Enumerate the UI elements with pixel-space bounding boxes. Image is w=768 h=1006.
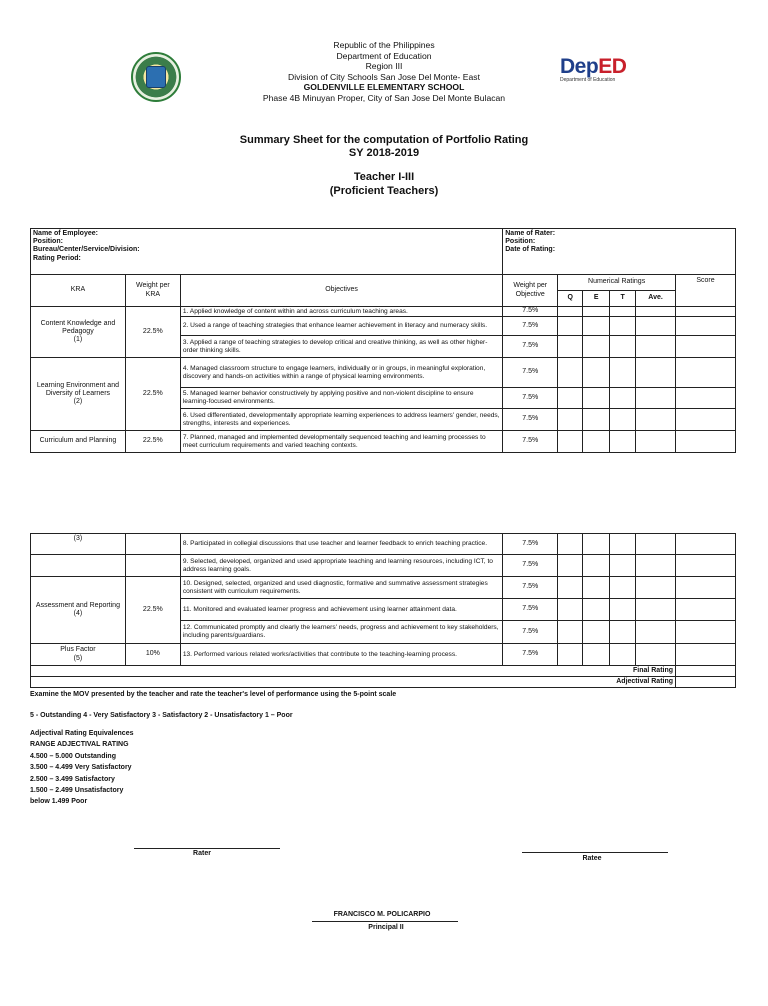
rating-ave[interactable] xyxy=(636,317,676,336)
name-of-rater-label: Name of Rater: xyxy=(505,230,556,237)
rating-t[interactable] xyxy=(610,388,636,409)
kra-name: Assessment and Reporting xyxy=(35,601,120,609)
rater-signature-line xyxy=(134,848,280,849)
objective-weight: 7.5% xyxy=(503,307,558,317)
deped-logo-text-1: Dep xyxy=(560,55,599,78)
rating-ave[interactable] xyxy=(636,621,676,644)
objective-weight: 7.5% xyxy=(503,388,558,409)
range-item: 1.500 – 2.499 Unsatisfactory xyxy=(30,787,124,795)
weight-kra-header: Weight per KRA xyxy=(125,275,180,307)
rating-ave[interactable] xyxy=(636,577,676,599)
deped-logo xyxy=(560,55,627,94)
numerical-ratings-header: Numerical Ratings xyxy=(558,275,676,291)
ratee-label: Ratee xyxy=(582,855,602,862)
final-rating-value[interactable] xyxy=(676,666,736,677)
kra-name: Content Knowledge and Pedagogy xyxy=(40,319,116,335)
rating-e[interactable] xyxy=(583,644,610,666)
objective-text: 8. Participated in collegial discussions that use teacher and learner feedback to enrich teaching practice. xyxy=(180,534,503,555)
objective-text: 10. Designed, selected, organized and used diagnostic, formative and summative assessment strategies consistent with curriculum requirements. xyxy=(180,577,503,599)
objective-weight: 7.5% xyxy=(503,555,558,577)
score-cell[interactable] xyxy=(676,555,736,577)
range-item: below 1.499 Poor xyxy=(30,798,88,806)
kra-name: Plus Factor xyxy=(60,646,96,654)
objective-text: 9. Selected, developed, organized and used appropriate teaching and learning resources, including ICT, to address learning goals. xyxy=(180,555,503,577)
rating-e[interactable] xyxy=(583,555,610,577)
letterhead xyxy=(230,40,538,104)
kra-cell xyxy=(31,358,126,431)
score-cell[interactable] xyxy=(676,358,736,388)
rating-e[interactable] xyxy=(583,307,610,317)
objective-text: 2. Used a range of teaching strategies that enhance learner achievement in literacy and numeracy skills. xyxy=(180,317,502,336)
t-header: T xyxy=(610,291,636,307)
rater-position-label: Position: xyxy=(505,238,536,246)
position-label: Position: xyxy=(33,238,63,246)
objective-text: 6. Used differentiated, developmentally appropriate learning experiences to address learners' gender, needs, strengths, interests and experiences. xyxy=(180,409,502,431)
kra-cell: Curriculum and Planning xyxy=(31,431,126,453)
objective-text: 5. Managed learner behavior constructively by applying positive and non-violent discipline to ensure learning-focused environments. xyxy=(180,388,502,409)
kra-weight xyxy=(125,555,180,577)
rating-q[interactable] xyxy=(558,336,583,358)
kra-cell xyxy=(31,577,126,644)
objectives-header: Objectives xyxy=(180,275,502,307)
objective-text: 11. Monitored and evaluated learner progress and achievement using learner attainment data. xyxy=(180,599,503,621)
rating-q[interactable] xyxy=(558,599,583,621)
equivalences-block xyxy=(30,728,133,808)
range-header: RANGE ADJECTIVAL RATING xyxy=(30,741,129,749)
final-rating-label: Final Rating xyxy=(31,666,676,677)
rating-ave[interactable] xyxy=(636,336,676,358)
rating-q[interactable] xyxy=(558,534,583,555)
rating-e[interactable] xyxy=(583,317,610,336)
rating-ave[interactable] xyxy=(636,409,676,431)
score-cell[interactable] xyxy=(676,388,736,409)
rating-table-1 xyxy=(30,228,736,453)
rating-ave[interactable] xyxy=(636,599,676,621)
score-cell[interactable] xyxy=(676,577,736,599)
rating-t[interactable] xyxy=(610,358,636,388)
range-item: 3.500 – 4.499 Very Satisfactory xyxy=(30,764,132,772)
score-cell[interactable] xyxy=(676,431,736,453)
score-header: Score xyxy=(676,275,736,307)
name-of-employee-label: Name of Employee: xyxy=(33,230,98,237)
rating-q[interactable] xyxy=(558,577,583,599)
e-header: E xyxy=(583,291,610,307)
rating-e[interactable] xyxy=(583,409,610,431)
objective-weight: 7.5% xyxy=(503,358,558,388)
objective-weight: 7.5% xyxy=(503,317,558,336)
rating-t[interactable] xyxy=(610,317,636,336)
score-cell[interactable] xyxy=(676,534,736,555)
date-of-rating-label: Date of Rating: xyxy=(505,246,556,254)
q-header: Q xyxy=(558,291,583,307)
kra-cell: (3) xyxy=(31,534,126,555)
score-cell[interactable] xyxy=(676,317,736,336)
rating-e[interactable] xyxy=(583,577,610,599)
objective-text: 13. Performed various related works/activities that contribute to the teaching-learning process. xyxy=(180,644,503,666)
range-item: 2.500 – 3.499 Satisfactory xyxy=(30,775,115,783)
objective-weight: 7.5% xyxy=(503,431,558,453)
rating-t[interactable] xyxy=(610,577,636,599)
equivalences-title: Adjectival Rating Equivalences xyxy=(30,730,134,737)
rating-ave[interactable] xyxy=(636,644,676,666)
kra-weight xyxy=(125,534,180,555)
ratee-signature-line xyxy=(522,852,668,853)
adjectival-rating-value[interactable] xyxy=(676,677,736,688)
header-line: Region III xyxy=(365,61,403,72)
document-title: Summary Sheet for the computation of Portfolio Rating xyxy=(239,134,529,146)
rating-ave[interactable] xyxy=(636,307,676,317)
objective-weight: 7.5% xyxy=(503,599,558,621)
rating-q[interactable] xyxy=(558,317,583,336)
employee-info xyxy=(31,229,503,275)
deped-logo-text-2: ED xyxy=(598,55,627,78)
school-address: Phase 4B Minuyan Proper, City of San Jose Del Monte Bulacan xyxy=(262,92,506,103)
principal-name: FRANCISCO M. POLICARPIO xyxy=(333,911,431,918)
score-cell[interactable] xyxy=(676,599,736,621)
header-line: Division of City Schools San Jose Del Monte- East xyxy=(287,71,480,82)
objective-weight: 7.5% xyxy=(503,621,558,644)
objective-weight: 7.5% xyxy=(503,534,558,555)
rating-ave[interactable] xyxy=(636,388,676,409)
kra-name: Learning Environment and Diversity of Learners xyxy=(36,381,119,397)
rating-q[interactable] xyxy=(558,555,583,577)
rating-t[interactable] xyxy=(610,621,636,644)
kra-weight: 22.5% xyxy=(125,358,180,431)
score-cell[interactable] xyxy=(676,307,736,317)
kra-number: (1) xyxy=(73,336,83,344)
rating-t[interactable] xyxy=(610,555,636,577)
objective-text: 12. Communicated promptly and clearly the learners' needs, progress and achievement to key stakeholders, including parents/guardians. xyxy=(180,621,503,644)
school-seal-icon xyxy=(131,52,181,102)
objective-text: 1. Applied knowledge of content within and across curriculum teaching areas. xyxy=(180,307,502,317)
teacher-category: (Proficient Teachers) xyxy=(329,185,439,197)
rating-t[interactable] xyxy=(610,307,636,317)
rating-q[interactable] xyxy=(558,388,583,409)
rating-t[interactable] xyxy=(610,409,636,431)
kra-number: (4) xyxy=(73,610,83,617)
rating-ave[interactable] xyxy=(636,534,676,555)
rating-t[interactable] xyxy=(610,644,636,666)
deped-subtitle: Department of Education xyxy=(560,77,616,83)
rating-ave[interactable] xyxy=(636,555,676,577)
principal-title: Principal II xyxy=(368,924,404,931)
score-cell[interactable] xyxy=(676,409,736,431)
score-cell[interactable] xyxy=(676,644,736,666)
rating-ave[interactable] xyxy=(636,358,676,388)
rating-t[interactable] xyxy=(610,599,636,621)
objective-weight: 7.5% xyxy=(503,409,558,431)
kra-weight: 22.5% xyxy=(125,307,180,358)
rater-label: Rater xyxy=(193,850,211,857)
rating-q[interactable] xyxy=(558,409,583,431)
rating-e[interactable] xyxy=(583,431,610,453)
kra-header: KRA xyxy=(31,275,126,307)
kra-cell xyxy=(31,644,126,666)
header-line: Republic of the Philippines xyxy=(333,40,435,50)
kra-cell xyxy=(31,555,126,577)
header-line: Department of Education xyxy=(336,50,432,61)
rating-q[interactable] xyxy=(558,307,583,317)
bureau-label: Bureau/Center/Service/Division: xyxy=(33,246,140,254)
rating-scale: 5 - Outstanding 4 - Very Satisfactory 3 - Satisfactory 2 - Unsatisfactory 1 – Poor xyxy=(30,712,293,719)
objective-weight: 7.5% xyxy=(503,577,558,599)
rating-table-2 xyxy=(30,533,736,688)
adjectival-rating-label: Adjectival Rating xyxy=(31,677,676,688)
rating-q[interactable] xyxy=(558,621,583,644)
rating-t[interactable] xyxy=(610,336,636,358)
score-cell[interactable] xyxy=(676,621,736,644)
rating-q[interactable] xyxy=(558,431,583,453)
rating-e[interactable] xyxy=(583,358,610,388)
objective-weight: 7.5% xyxy=(503,336,558,358)
school-year: SY 2018-2019 xyxy=(348,147,420,159)
objective-text: 7. Planned, managed and implemented developmentally sequenced teaching and learning processes to meet curriculum requirements and varied teaching contexts. xyxy=(180,431,502,453)
rating-e[interactable] xyxy=(583,534,610,555)
score-cell[interactable] xyxy=(676,336,736,358)
rating-ave[interactable] xyxy=(636,431,676,453)
rating-e[interactable] xyxy=(583,336,610,358)
rating-e[interactable] xyxy=(583,388,610,409)
rating-t[interactable] xyxy=(610,534,636,555)
kra-number: (2) xyxy=(73,398,83,406)
instruction-text: Examine the MOV presented by the teacher and rate the teacher's level of performance using the 5-point scale xyxy=(30,691,397,698)
objective-text: 4. Managed classroom structure to engage learners, individually or in groups, in meaningful exploration, discovery and hands-on activities within a range of physical learning environments. xyxy=(180,358,502,388)
rating-q[interactable] xyxy=(558,358,583,388)
ave-header: Ave. xyxy=(636,291,676,307)
principal-signature-line xyxy=(312,921,458,922)
kra-weight: 22.5% xyxy=(125,431,180,453)
school-name: GOLDENVILLE ELEMENTARY SCHOOL xyxy=(303,82,465,93)
rating-t[interactable] xyxy=(610,431,636,453)
range-item: 4.500 – 5.000 Outstanding xyxy=(30,752,116,760)
teacher-level: Teacher I-III xyxy=(353,171,415,183)
rating-q[interactable] xyxy=(558,644,583,666)
kra-weight: 22.5% xyxy=(125,577,180,644)
kra-number: (5) xyxy=(73,654,83,662)
rating-e[interactable] xyxy=(583,599,610,621)
kra-cell xyxy=(31,307,126,358)
rater-info xyxy=(503,229,736,275)
kra-weight: 10% xyxy=(125,644,180,666)
objective-text: 3. Applied a range of teaching strategies to develop critical and creative thinking, as well as other higher-order thinking skills. xyxy=(180,336,502,358)
weight-objective-header: Weight per Objective xyxy=(503,275,558,307)
rating-period-label: Rating Period: xyxy=(33,254,81,262)
rating-e[interactable] xyxy=(583,621,610,644)
objective-weight: 7.5% xyxy=(503,644,558,666)
